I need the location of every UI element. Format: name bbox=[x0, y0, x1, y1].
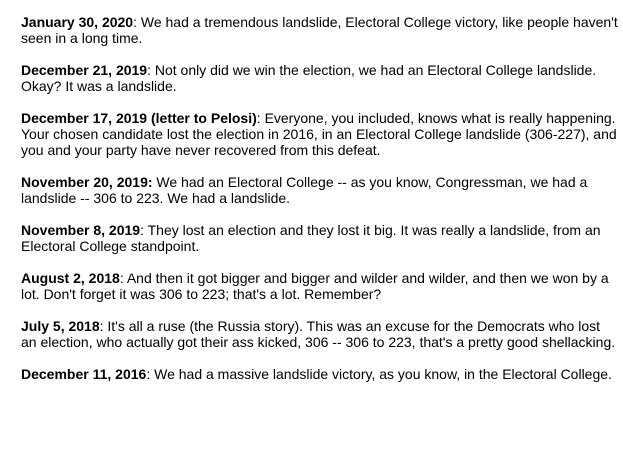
quote-date: January 30, 2020 bbox=[21, 14, 134, 30]
quote-date: August 2, 2018 bbox=[21, 270, 120, 286]
quote-text: And then it got bigger and bigger and wilder and wilder, and then we won by a lot. Don't forget it was 306 to 223; that's a lot. Remember? bbox=[21, 270, 609, 302]
quote-list bbox=[21, 14, 619, 398]
quote-entry-2016-12-11 bbox=[21, 366, 619, 382]
quote-separator: : bbox=[147, 62, 155, 78]
quote-text: Everyone, you included, knows what is really happening. Your chosen candidate lost the election in 2016, in an Electoral College landslide (306-227), and you and your party have never recovered from this defeat. bbox=[21, 110, 617, 158]
quote-text: We had a massive landslide victory, as you know, in the Electoral College. bbox=[154, 366, 612, 382]
quote-entry-2018-08-02 bbox=[21, 270, 619, 302]
quote-date: July 5, 2018 bbox=[21, 318, 100, 334]
quote-entry-2019-12-17 bbox=[21, 110, 619, 158]
quote-text: Not only did we win the election, we had an Electoral College landslide. Okay? It was a landslide. bbox=[21, 62, 597, 94]
quote-entry-2019-11-08 bbox=[21, 222, 619, 254]
quote-entry-2019-12-21 bbox=[21, 62, 619, 94]
quote-date: December 21, 2019 bbox=[21, 62, 148, 78]
quote-date: December 17, 2019 (letter to Pelosi) bbox=[21, 110, 257, 126]
quote-separator: : bbox=[140, 222, 148, 238]
quote-entry-2019-11-20 bbox=[21, 174, 619, 206]
quote-text: It's all a ruse (the Russia story). This was an excuse for the Democrats who lost an election, who actually got their ass kicked, 306 -- 306 to 223, that's a pretty good shellacking. bbox=[21, 318, 616, 350]
quote-separator: : bbox=[256, 110, 265, 126]
quote-separator: : bbox=[99, 318, 108, 334]
quote-text: They lost an election and they lost it big. It was really a landslide, from an Electoral College standpoint. bbox=[21, 222, 601, 254]
quote-separator: : bbox=[133, 14, 141, 30]
quote-entry-2020-01-30 bbox=[21, 14, 619, 46]
quote-separator: : bbox=[146, 366, 155, 382]
quote-date: November 8, 2019 bbox=[21, 222, 141, 238]
quote-text: We had an Electoral College -- as you know, Congressman, we had a landslide -- 306 to 223. We had a landslide. bbox=[21, 174, 588, 206]
quote-separator: : bbox=[119, 270, 127, 286]
quote-date: December 11, 2016 bbox=[21, 366, 147, 382]
quote-entry-2018-07-05 bbox=[21, 318, 619, 350]
quote-date: November 20, 2019: bbox=[21, 174, 153, 190]
quote-text: We had a tremendous landslide, Electoral College victory, like people haven't seen in a long time. bbox=[21, 14, 618, 46]
